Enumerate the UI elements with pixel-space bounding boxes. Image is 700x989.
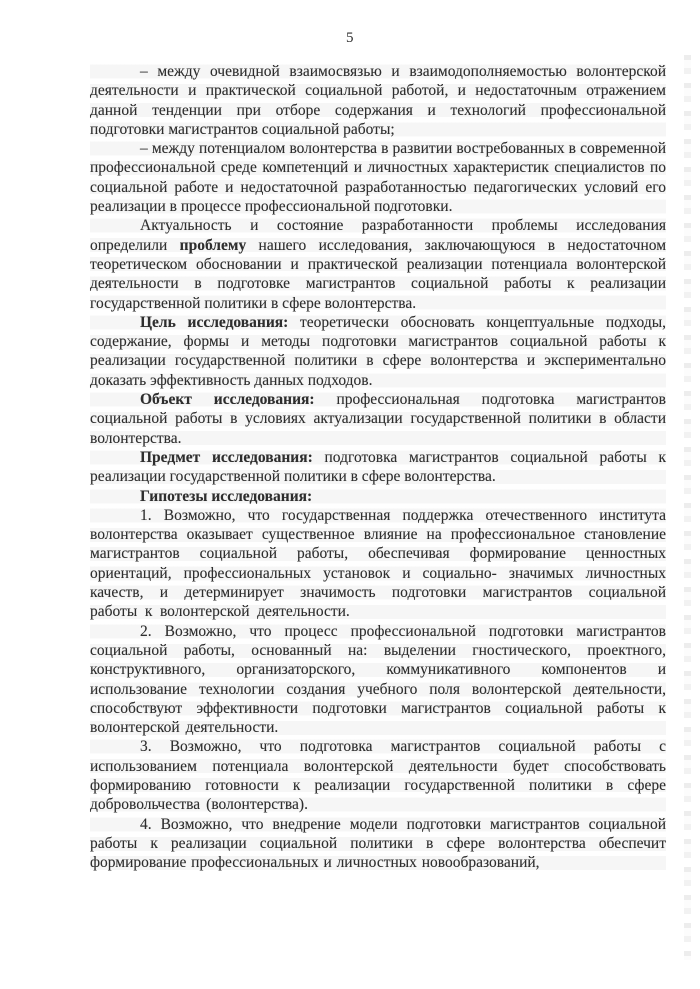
text-run: подготовка магистрантов социальной работы к реализации государственной политики в сфере волонтерства. [90, 448, 666, 486]
text-run: – между потенциалом волонтерства в развитии востребованных в современной профессиональной среде компетенций и личностных характеристик специалистов по социальной работе и недостаточной разработанностью педагогических условий его реализации в процессе профессиональной подготовки. [90, 140, 666, 216]
text-run: теоретически обосновать концептуальные подходы, содержание, формы и методы подготовки магистрантов социальной работы к реализации государственной политики в сфере волонтерства и экспериментально доказать эффективность данных подходов. [90, 313, 667, 389]
paragraph [90, 737, 666, 814]
paragraph [90, 506, 666, 622]
paragraph [90, 390, 666, 448]
paragraph [90, 815, 666, 873]
text-run: 1. Возможно, что государственная поддержка отечественного института волонтерства оказывает существенное влияние на профессиональное становление магистрантов социальной работы, обеспечивая формирование ценностных ориентаций, профессиональных установок и социально- значимых личностных качеств, и детерминирует значимость подготовки магистрантов социальной работы к волонтерской деятельности. [90, 506, 666, 621]
bold-text-run: Предмет исследования: [140, 448, 313, 466]
bold-text-run: Объект исследования: [140, 391, 315, 409]
text-run: – между очевидной взаимосвязью и взаимодополняемостью волонтерской деятельности и практической социальной работой, и недостаточным отражением данной тенденции при отборе содержания и технологий профессиональной подготовки магистрантов социальной работы; [90, 63, 666, 138]
paragraph [90, 216, 666, 312]
bold-text-run: Гипотезы исследования: [140, 487, 313, 505]
paragraph [90, 487, 666, 506]
paragraph [90, 622, 666, 738]
paragraph [90, 313, 666, 390]
text-run: Актуальность и состояние разработанности проблемы исследования определили [90, 217, 666, 254]
text-run: профессиональная подготовка магистрантов социальной работы в условиях актуализации государственной политики в области волонтерства. [90, 391, 666, 447]
text-run: 2. Возможно, что процесс профессиональной подготовки магистрантов социальной работы, основанный на: выделении гностического, проектного, конструктивного, организаторского, коммуникативного компонентов и использование технологии создания учебного поля волонтерской деятельности, способствуют эффективности подготовки магистрантов социальной работы к волонтерской деятельности. [90, 622, 666, 737]
paragraph [90, 139, 666, 216]
bold-text-run: проблему [179, 236, 247, 254]
page-number: 5 [346, 30, 354, 46]
scan-edge-artifact [684, 55, 691, 960]
document-body [90, 62, 666, 872]
paragraph [90, 448, 666, 487]
bold-text-run: Цель исследования: [140, 313, 289, 331]
text-run: 4. Возможно, что внедрение модели подготовки магистрантов социальной работы к реализации социальной политики в сфере волонтерства обеспечит формирование профессиональных и личностных новообразований, [90, 815, 666, 872]
text-run: 3. Возможно, что подготовка магистрантов социальной работы с использованием потенциала волонтерской деятельности будет способствовать формированию готовности к реализации государственной политики в сфере добровольчества (волонтерства). [90, 738, 666, 814]
text-run: нашего исследования, заключающуюся в недостаточном теоретическом обосновании и практической реализации потенциала волонтерской деятельности в подготовке магистрантов социальной работы к реализации государственной политики в сфере волонтерства. [90, 236, 666, 312]
paragraph [90, 62, 666, 139]
